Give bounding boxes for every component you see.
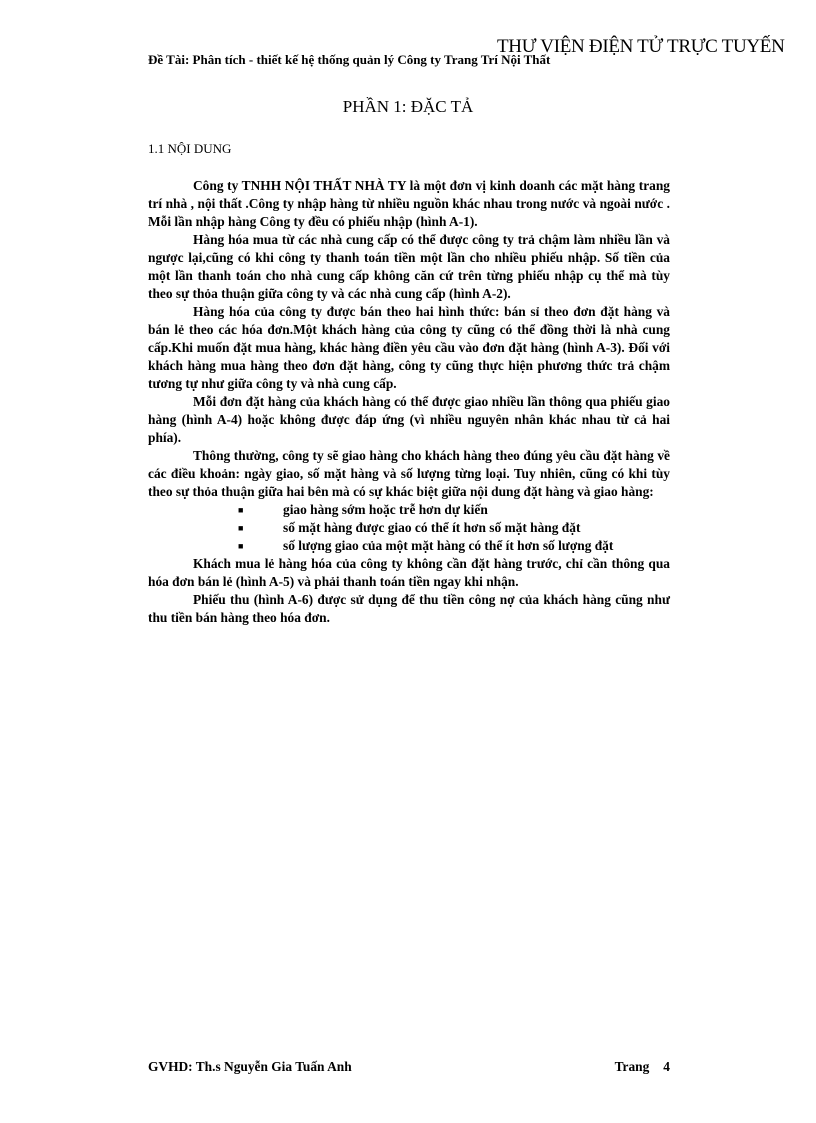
paragraph: Công ty TNHH NỘI THẤT NHÀ TY là một đơn vị kinh doanh các mặt hàng trang trí nhà , nội thất .Công ty nhập hàng từ nhiều nguồn khác nhau trong nước và ngoài nước . Mỗi lần nhập hàng Công ty đều có phiếu nhập (hình A-1).: [148, 178, 670, 229]
page-number: 4: [663, 1059, 670, 1074]
footer-advisor: GVHD: Th.s Nguyễn Gia Tuấn Anh: [148, 1059, 352, 1074]
body-text: [148, 177, 670, 627]
bullet-text: số lượng giao của một mặt hàng có thể ít hơn số lượng đặt: [283, 538, 614, 553]
square-bullet-icon: ■: [238, 505, 244, 515]
paragraph: Hàng hóa mua từ các nhà cung cấp có thể được công ty trả chậm làm nhiều lần và ngược lại,cũng có khi công ty thanh toán tiền một lần cho nhiều phiếu nhập. Số tiền của một lần thanh toán cho nhà cung cấp không căn cứ trên từng phiếu nhập cụ thể mà tùy theo sự thỏa thuận giữa công ty và các nhà cung cấp (hình A-2).: [148, 232, 670, 301]
paragraph: Mỗi đơn đặt hàng của khách hàng có thể được giao nhiều lần thông qua phiếu giao hàng (hình A-4) hoặc không được đáp ứng (vì nhiều nguyên nhân khác nhau từ cả hai phía).: [148, 394, 670, 445]
bullet-item: [238, 537, 670, 555]
bullet-text: giao hàng sớm hoặc trễ hơn dự kiến: [283, 502, 488, 517]
bullet-item: [238, 519, 670, 537]
bullet-list: [148, 501, 670, 555]
paragraph: Hàng hóa của công ty được bán theo hai hình thức: bán sỉ theo đơn đặt hàng và bán lẻ theo các hóa đơn.Một khách hàng của công ty cũng có thể đồng thời là nhà cung cấp.Khi muốn đặt mua hàng, khác hàng điền yêu cầu vào đơn đặt hàng (hình A-3). Đối với khách hàng mua hàng theo đơn đặt hàng, công ty cũng thực hiện phương thức trả chậm tương tự như giữa công ty và nhà cung cấp.: [148, 304, 670, 391]
page-label: Trang: [614, 1059, 650, 1074]
paragraph: Khách mua lẻ hàng hóa của công ty không cần đặt hàng trước, chỉ cần thông qua hóa đơn bán lẻ (hình A-5) và phải thanh toán tiền ngay khi nhận.: [148, 556, 670, 589]
paragraph: Phiếu thu (hình A-6) được sử dụng để thu tiền công nợ của khách hàng cũng như thu tiền bán hàng theo hóa đơn.: [148, 592, 670, 625]
section-title: 1.1 NỘI DUNG: [148, 141, 232, 156]
bullet-item: [238, 501, 670, 519]
footer-page: [615, 1059, 670, 1075]
watermark-text: THƯ VIỆN ĐIỆN TỬ TRỰC TUYẾN: [497, 36, 785, 57]
part-title-text: PHẦN 1: ĐẶC TẢ: [342, 97, 474, 116]
square-bullet-icon: ■: [238, 523, 244, 533]
square-bullet-icon: ■: [238, 541, 244, 551]
paragraph: Thông thường, công ty sẽ giao hàng cho khách hàng theo đúng yêu cầu đặt hàng về các điều khoản: ngày giao, số mặt hàng và số lượng từng loại. Tuy nhiên, cũng có khi tùy theo sự thỏa thuận giữa hai bên mà có sự khác biệt giữa nội dung đặt hàng và giao hàng:: [148, 448, 670, 499]
part-title: [0, 97, 816, 117]
page-header-title: Đề Tài: Phân tích - thiết kế hệ thống quản lý Công ty Trang Trí Nội Thất: [148, 52, 551, 67]
bullet-text: số mặt hàng được giao có thể ít hơn số mặt hàng đặt: [283, 520, 581, 535]
